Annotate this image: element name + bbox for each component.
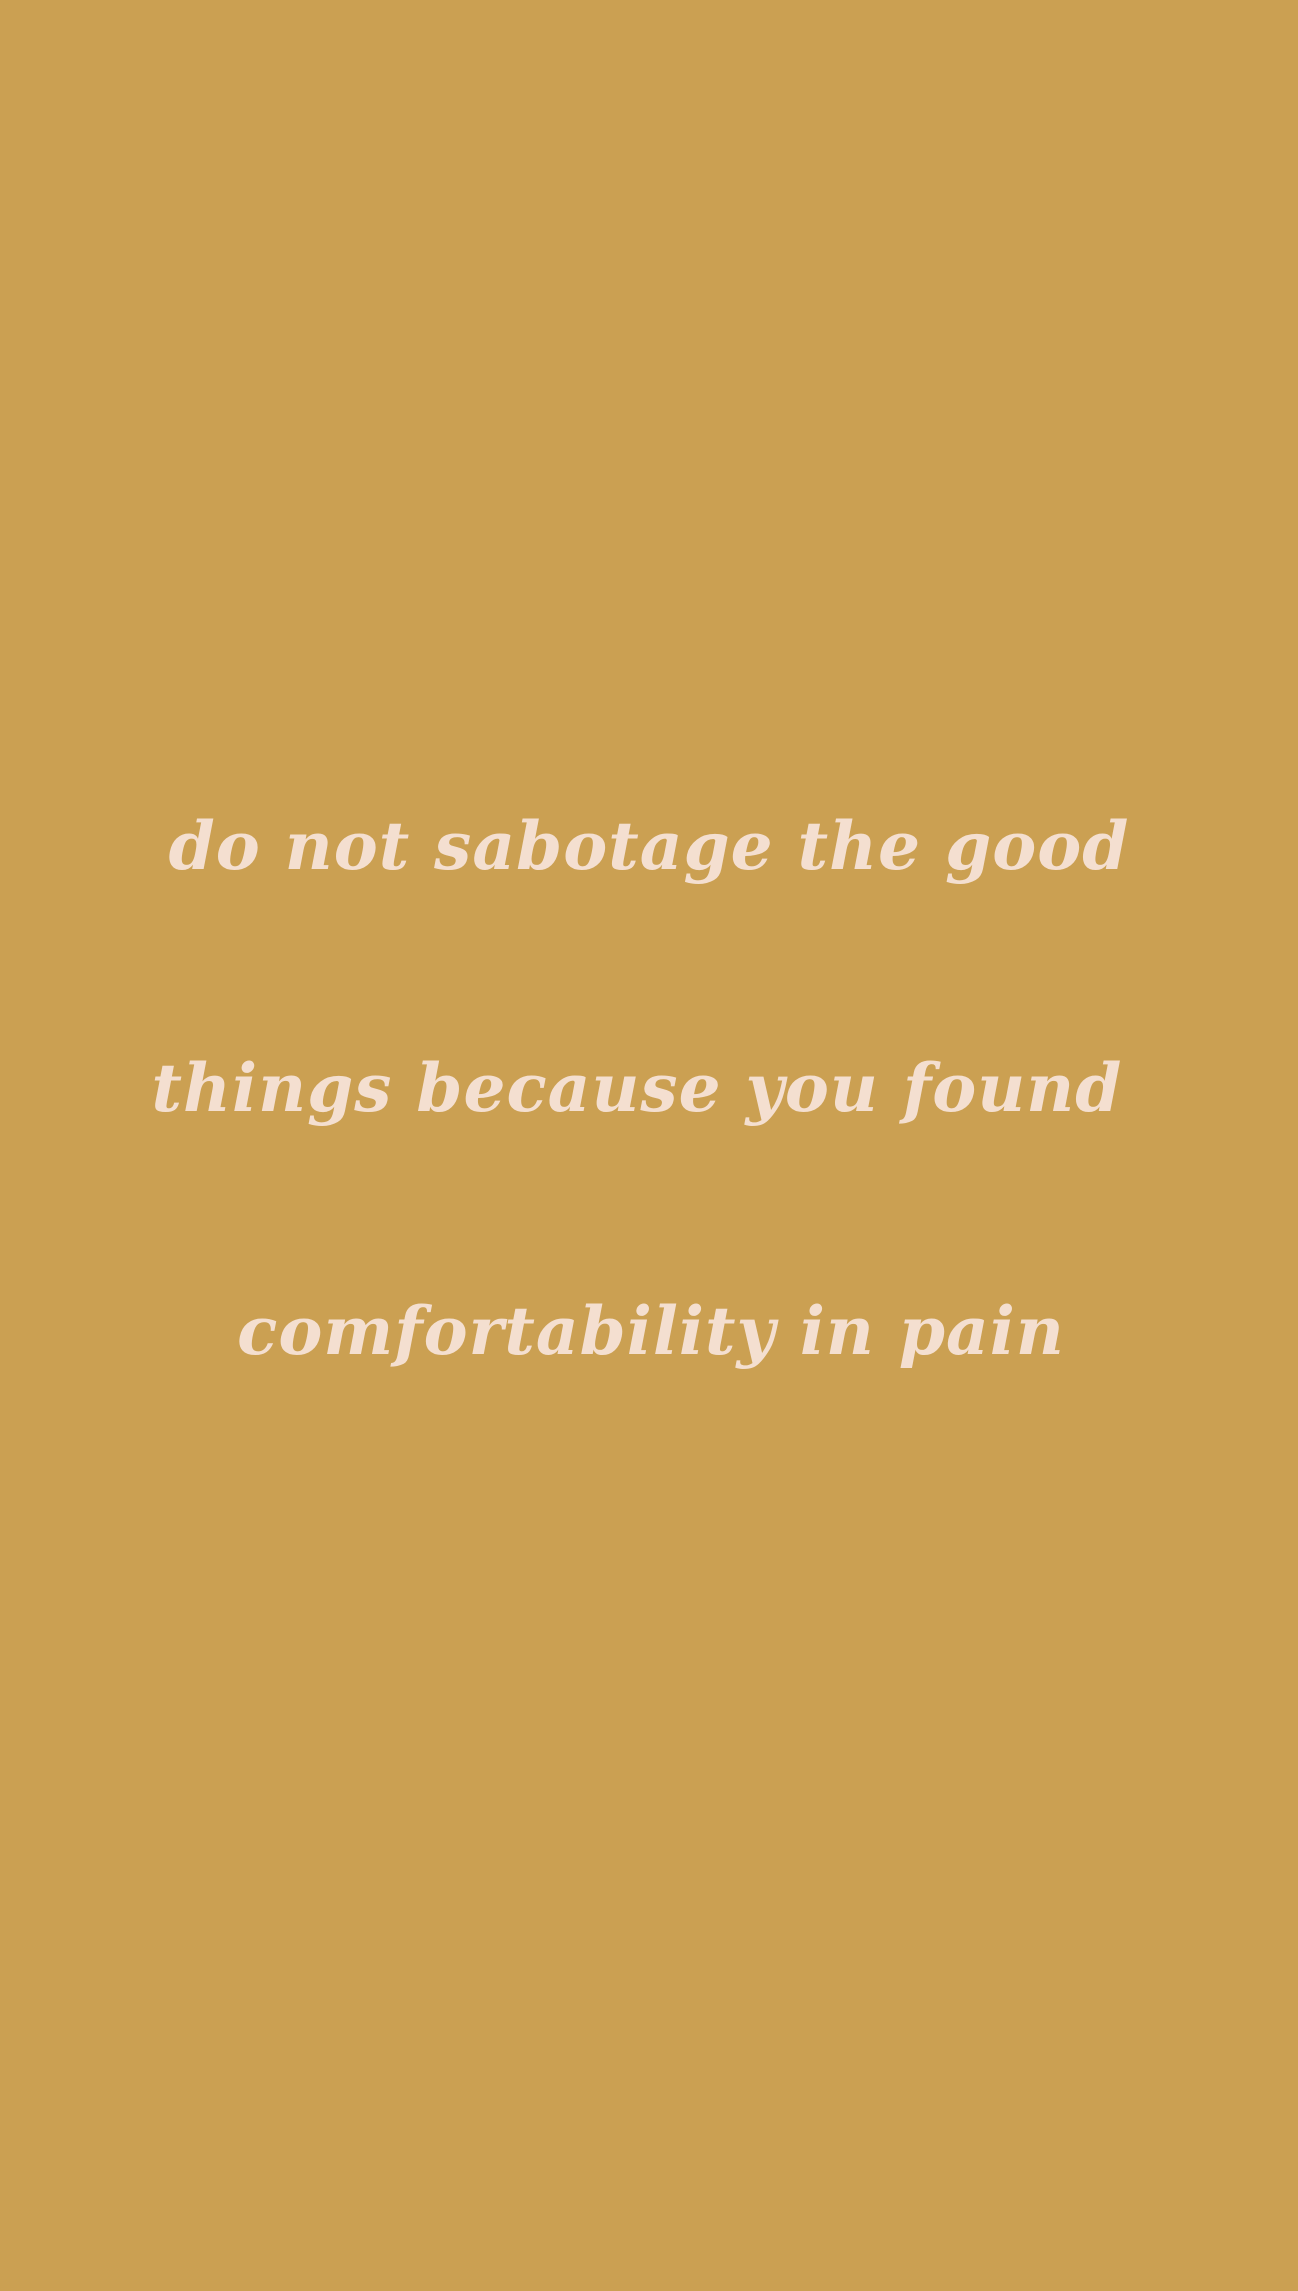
quote-line-1: do not sabotage the good	[168, 807, 1130, 885]
quote-line-2: things because you found	[151, 1049, 1123, 1127]
quote-line-3: comfortability in pain	[237, 1292, 1065, 1370]
